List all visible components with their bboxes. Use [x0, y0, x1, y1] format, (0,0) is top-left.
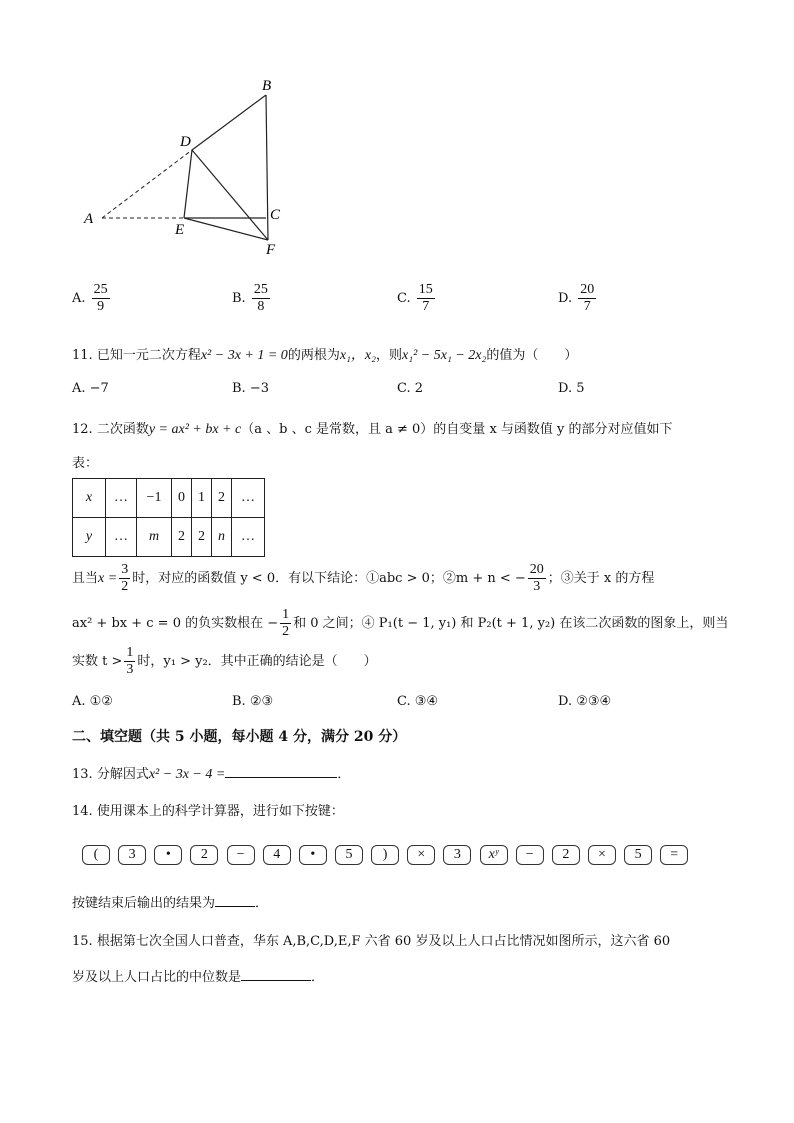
q12-line1: 12. 二次函数y = ax² + bx + c（a 、b 、c 是常数，且 a ≠ 0）的自变量 x 与函数值 y 的部分对应值如下 [72, 422, 673, 437]
fraction: $\frac{25}{8}$ [253, 282, 268, 314]
table-cell: 2 [192, 518, 212, 557]
q12-line4: ax² + bx + c = 0 的负实数根在 − $\frac{1}{2}$ 和 0 之间；④ P₁(t − 1, y₁) 和 P₂(t + 1, y₂) 在该二次函数的图象上，则当 [72, 607, 729, 639]
key-4[interactable]: 4 [263, 845, 291, 865]
table-cell: n [212, 518, 232, 557]
fraction: $\frac{1}{3}$ [126, 645, 134, 677]
q12-line2: 表： [72, 456, 99, 471]
dashed-line-AD [102, 150, 192, 218]
key-power[interactable]: xʸ [480, 845, 508, 865]
q12-line3: 且当x = $\frac{3}{2}$ 时，对应的函数值 y < 0．有以下结论：①abc > 0；②m + n < − $\frac{20}{3}$ ；③关于 x 的方程 [72, 562, 655, 594]
option-letter: C. [397, 291, 411, 306]
table-cell: 0 [172, 479, 192, 518]
q10-option-a[interactable] [72, 282, 112, 315]
q11-stem: 11. 已知一元二次方程x² − 3x + 1 = 0的两根为x₁，x₂，则x₁² − 5x₁ − 2x₂的值为（ ） [72, 348, 578, 363]
key-5[interactable]: 5 [624, 845, 652, 865]
q13: 13. 分解因式x² − 3x − 4 = ． [72, 767, 351, 782]
option-letter: A. [72, 291, 86, 306]
q11-option-a[interactable]: A. −7 [72, 381, 109, 396]
key-2[interactable]: 2 [552, 845, 580, 865]
q10-option-d[interactable] [558, 282, 598, 315]
q15-line2: 岁及以上人口占比的中位数是 ． [72, 970, 325, 985]
label-C: C [270, 207, 281, 223]
fraction: $\frac{20}{3}$ [529, 562, 544, 594]
key-open-paren[interactable]: ( [82, 845, 110, 865]
table-row-y [73, 518, 265, 557]
answer-blank[interactable] [225, 765, 337, 778]
table-cell: 1 [192, 479, 212, 518]
label-F: F [266, 242, 276, 258]
fraction: $\frac{20}{7}$ [580, 282, 595, 314]
key-2[interactable]: 2 [190, 845, 218, 865]
key-close-paren[interactable]: ) [371, 845, 399, 865]
label-B: B [262, 78, 272, 94]
option-letter: B. [232, 291, 246, 306]
q12-line5: 实数 t > $\frac{1}{3}$ 时，y₁ > y₂．其中正确的结论是（ ） [72, 645, 377, 677]
key-minus[interactable]: − [227, 845, 255, 865]
line-DE [184, 150, 192, 218]
key-equals[interactable]: = [660, 845, 688, 865]
q11-option-c[interactable]: C. 2 [397, 381, 424, 396]
answer-blank[interactable] [215, 894, 255, 907]
table-row-x [73, 479, 265, 518]
q10-option-b[interactable] [232, 282, 272, 315]
fraction: $\frac{3}{2}$ [121, 562, 129, 594]
key-times[interactable]: × [588, 845, 616, 865]
label-E: E [175, 222, 185, 238]
fraction: $\frac{1}{2}$ [282, 607, 290, 639]
key-3[interactable]: 3 [118, 845, 146, 865]
table-cell: y [73, 518, 106, 557]
key-minus[interactable]: − [516, 845, 544, 865]
q10-option-c[interactable] [397, 282, 437, 315]
q12-option-d[interactable]: D. ②③④ [558, 694, 612, 709]
q12-option-c[interactable]: C. ③④ [397, 694, 439, 709]
q15-line1: 15. 根据第七次全国人口普查，华东 A,B,C,D,E,F 六省 60 岁及以上人口占比情况如图所示，这六省 60 [72, 934, 671, 949]
key-times[interactable]: × [407, 845, 435, 865]
fraction: $\frac{15}{7}$ [418, 282, 433, 314]
key-5[interactable]: 5 [335, 845, 363, 865]
table-cell: 2 [172, 518, 192, 557]
q11-option-b[interactable]: B. −3 [232, 381, 269, 396]
table-cell: … [232, 518, 265, 557]
key-sequence [82, 845, 692, 865]
line-DF [192, 150, 268, 240]
table-cell: … [106, 518, 137, 557]
fraction: $\frac{25}{9}$ [93, 282, 108, 314]
table-cell: x [73, 479, 106, 518]
line-DB [192, 95, 266, 150]
label-D: D [180, 134, 191, 150]
answer-blank[interactable] [241, 968, 311, 981]
value-table [72, 478, 265, 557]
table-cell: … [232, 479, 265, 518]
key-dot[interactable]: • [154, 845, 182, 865]
key-dot[interactable]: • [299, 845, 327, 865]
line-EF [184, 218, 268, 240]
label-A: A [84, 211, 94, 227]
table-cell: 2 [212, 479, 232, 518]
geometry-figure [70, 70, 310, 265]
q14-result: 按键结束后输出的结果为 ． [72, 896, 269, 911]
section-heading: 二、填空题（共 5 小题，每小题 4 分，满分 20 分） [72, 729, 407, 745]
q12-option-a[interactable]: A. ①② [72, 694, 113, 709]
table-cell: … [106, 479, 137, 518]
table-cell: m [137, 518, 172, 557]
q14-stem: 14. 使用课本上的科学计算器，进行如下按键： [72, 804, 344, 819]
option-letter: D. [558, 291, 573, 306]
line-BF [266, 95, 268, 240]
key-3[interactable]: 3 [443, 845, 471, 865]
q11-option-d[interactable]: D. 5 [558, 381, 585, 396]
q12-option-b[interactable]: B. ②③ [232, 694, 274, 709]
table-cell: −1 [137, 479, 172, 518]
